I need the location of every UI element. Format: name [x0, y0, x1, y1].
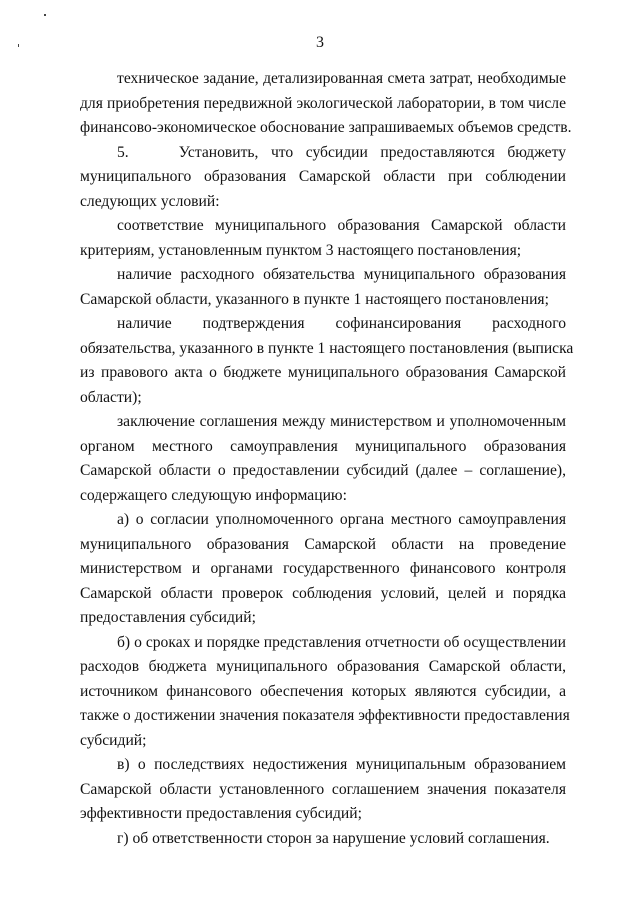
text-line: соответствие муниципального образования Самарской области: [117, 217, 566, 234]
text-line: органом местного самоуправления муниципального образования: [80, 437, 566, 455]
text-line: б) о сроках и порядке представления отчетности об осуществлении: [117, 633, 566, 651]
text-line: расходов бюджета муниципального образования Самарской области,: [80, 658, 566, 675]
text-line: для приобретения передвижной экологической лаборатории, в том числе: [80, 94, 566, 112]
text-line: муниципального образования Самарской области на проведение: [80, 535, 566, 553]
text-line: из правового акта о бюджете муниципального образования Самарской: [80, 364, 566, 381]
paragraph: [80, 631, 570, 754]
paragraph: [80, 508, 566, 631]
text-line: 5. Установить, что субсидии предоставляются бюджету: [117, 143, 566, 161]
text-line: Самарской области проверок соблюдения условий, целей и порядка: [80, 584, 566, 602]
text-line: содержащего следующую информацию:: [80, 486, 347, 504]
paragraph: [80, 753, 566, 827]
text-line: а) о согласии уполномоченного органа местного самоуправления: [117, 511, 566, 528]
text-line: Самарской области о предоставлении субсидий (далее – соглашение),: [80, 462, 566, 479]
paragraph: [80, 410, 566, 508]
text-line: следующих условий:: [80, 192, 220, 210]
document-body: [80, 67, 574, 851]
paragraph: [80, 827, 566, 852]
text-line: г) об ответственности сторон за нарушение условий соглашения.: [117, 829, 550, 847]
text-line: муниципального образования Самарской области при соблюдении: [80, 168, 566, 185]
text-line: наличие подтверждения софинансирования расходного: [117, 315, 566, 332]
scan-mark: [44, 14, 46, 16]
text-line: области);: [80, 388, 142, 406]
page-number: 3: [316, 34, 324, 51]
text-line: критериям, установленным пунктом 3 настоящего постановления;: [80, 241, 522, 259]
text-line: Самарской области, указанного в пункте 1 настоящего постановления;: [80, 290, 549, 308]
text-line: Самарской области установленного соглашением значения показателя: [80, 780, 566, 798]
paragraph: [80, 263, 566, 312]
text-line: в) о последствиях недостижения муниципальным образованием: [117, 756, 566, 773]
text-line: также о достижении значения показателя эффективности предоставления: [80, 707, 570, 724]
text-line: наличие расходного обязательства муниципального образования: [117, 266, 566, 283]
paragraph: [80, 67, 572, 141]
paragraph: [80, 214, 566, 263]
text-line: эффективности предоставления субсидий;: [80, 805, 362, 822]
text-line: министерством и органами государственного финансового контроля: [80, 560, 566, 577]
text-line: субсидий;: [80, 731, 147, 749]
text-line: источником финансового обеспечения которых являются субсидии, а: [80, 682, 566, 700]
paragraph: [80, 312, 574, 410]
text-line: техническое задание, детализированная смета затрат, необходимые: [117, 70, 566, 87]
paragraph: [80, 141, 566, 215]
text-line: обязательства, указанного в пункте 1 настоящего постановления (выписка: [80, 339, 574, 357]
text-line: предоставления субсидий;: [80, 609, 256, 626]
text-line: заключение соглашения между министерством и уполномоченным: [117, 413, 566, 430]
text-line: финансово-экономическое обоснование запрашиваемых объемов средств.: [80, 119, 572, 136]
